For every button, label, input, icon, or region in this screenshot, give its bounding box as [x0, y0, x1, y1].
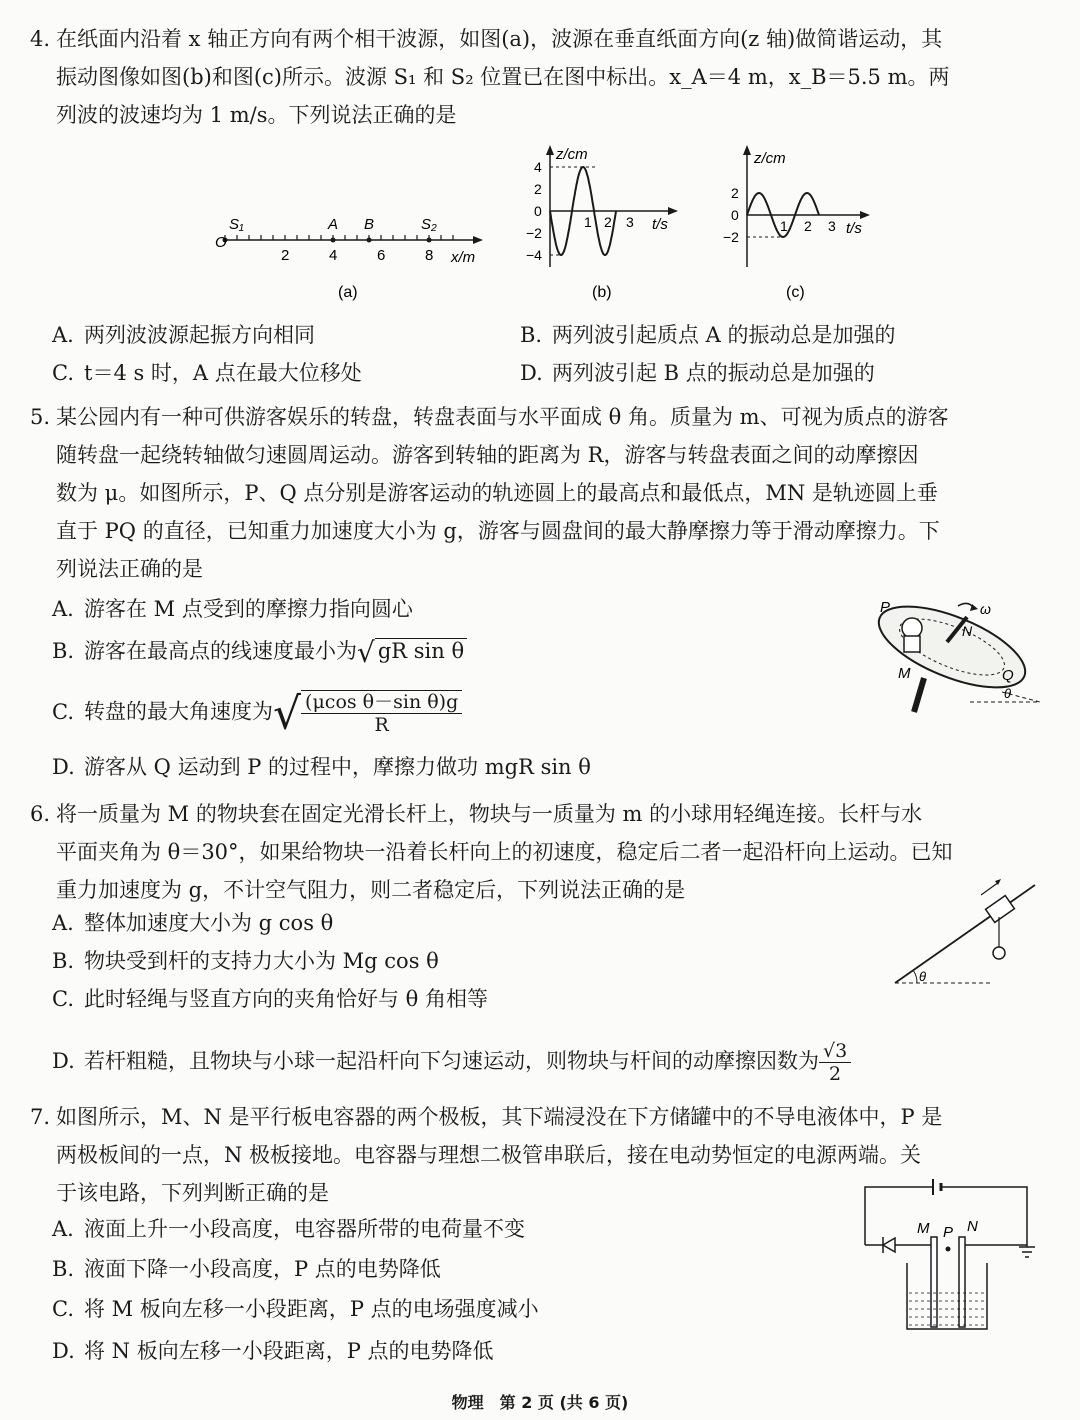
velocity-arrow [981, 882, 999, 895]
tick-label: 3 [626, 214, 634, 230]
question-6: 6. 将一质量为 M 的物块套在固定光滑长杆上，物块与一质量为 m 的小球用轻绳连接。长杆与水 平面夹角为 θ＝30°，如果给物块一沿着长杆向上的初速度，稳定后二者一起沿杆向上运动。已知 重力加速度为 g，不计空气阻力，则二者稳定后，下列说法正确的是 [30, 795, 1060, 909]
tick-label: 6 [377, 247, 386, 264]
question-stem-line: 振动图像如图(b)和图(c)所示。波源 S₁ 和 S₂ 位置已在图中标出。x_A＝4 m，x_B＝5.5 m。两 [56, 65, 950, 89]
option-a[interactable]: A. 两列波波源起振方向相同 [52, 323, 315, 347]
label-s1: S₁ [229, 216, 244, 233]
figure-caption: (b) [592, 284, 612, 301]
source-s2-dot [427, 238, 432, 243]
label-a: A [328, 216, 339, 233]
option-b[interactable]: B. 两列波引起质点 A 的振动总是加强的 [520, 323, 896, 347]
axis-label: x/m [451, 249, 476, 266]
question-5: 5. 某公园内有一种可供游客娱乐的转盘，转盘表面与水平面成 θ 角。质量为 m、可视为质点的游客 随转盘一起绕转轴做匀速圆周运动。游客到转轴的距离为 R，游客与转盘表面之间的动摩擦因 数为 μ。如图所示，P、Q 点分别是游客运动的轨迹圆上的最高点和最低点，MN 是轨迹圆上垂 直于 PQ 的直径，已知重力加速度大小为 g，游客与圆盘间的最大静摩擦力等于滑动摩擦力。下 列说法正确的是 [30, 398, 1060, 588]
label-theta: θ [1004, 686, 1012, 701]
option-d[interactable]: D. 游客从 Q 运动到 P 的过程中，摩擦力做功 mgR sin θ [52, 755, 591, 779]
sqrt-expression: gR sin θ [375, 638, 467, 663]
storage-tank [907, 1263, 987, 1329]
long-rod [895, 885, 1035, 983]
tick-label: 2 [281, 247, 290, 264]
point-p [946, 1247, 951, 1252]
tick-label: 0 [534, 203, 542, 219]
question-stem-line: 在纸面内沿着 x 轴正方向有两个相干波源，如图(a)，波源在垂直纸面方向(z 轴)做简谐运动，其 [56, 27, 943, 51]
option-b[interactable]: B. 液面下降一小段高度，P 点的电势降低 [52, 1257, 441, 1281]
tick-label: 2 [534, 181, 542, 197]
inclined-rod-figure [885, 865, 1045, 995]
question-stem-line: 列波的波速均为 1 m/s。下列说法正确的是 [56, 103, 457, 127]
tick-label: 4 [534, 159, 542, 175]
axis-label: t/s [652, 216, 668, 233]
tick-label: 2 [604, 214, 612, 230]
option-a[interactable]: A. 游客在 M 点受到的摩擦力指向圆心 [52, 597, 413, 621]
axis-label: t/s [846, 220, 862, 237]
diode-symbol [883, 1238, 895, 1252]
point-a-dot [331, 238, 336, 243]
label-b: B [364, 216, 375, 233]
label-p: P [943, 1224, 954, 1241]
tick-label: 2 [804, 218, 812, 234]
option-d[interactable]: D. 两列波引起 B 点的振动总是加强的 [520, 361, 875, 385]
option-c[interactable]: C. t＝4 s 时，A 点在最大位移处 [52, 361, 362, 385]
fraction-denominator: R [374, 714, 389, 736]
option-a[interactable]: A. 液面上升一小段高度，电容器所带的电荷量不变 [52, 1217, 525, 1241]
tick-label: 1 [780, 218, 788, 234]
tick-label: 0 [731, 207, 739, 223]
point-b-dot [367, 238, 372, 243]
option-c[interactable]: C. 转盘的最大角速度为√ $\frac{\text{(μcos θ－sin θ)g}}{R}$ [52, 690, 462, 736]
label-q: Q [1002, 667, 1014, 684]
turntable-figure [862, 592, 1042, 722]
label-omega: ω [980, 601, 991, 617]
label-origin: O [215, 234, 227, 251]
tick-label: 1 [584, 214, 592, 230]
small-ball [993, 947, 1005, 959]
turntable-shaft [914, 678, 924, 712]
label-n: N [967, 1218, 978, 1235]
figure-caption: (a) [338, 284, 358, 301]
figure-b-vibration-graph [520, 145, 690, 305]
plate-m [931, 1237, 937, 1327]
tick-label: −4 [526, 247, 542, 263]
tick-label: 4 [329, 247, 338, 264]
tick-label: −2 [723, 229, 739, 245]
fraction-numerator: √3 [819, 1040, 851, 1063]
tick-label: 3 [828, 218, 836, 234]
visitor-icon [902, 618, 922, 638]
question-7: 7. 如图所示，M、N 是平行板电容器的两个极板，其下端浸没在下方储罐中的不导电液体中，P 是 两极板间的一点，N 极板接地。电容器与理想二极管串联后，接在电动势恒定的电源两端。关 于该电路，下列判断正确的是 [30, 1098, 1060, 1212]
option-d[interactable]: D. 将 N 板向左移一小段距离，P 点的电势降低 [52, 1339, 494, 1363]
question-4 [30, 20, 1060, 134]
fraction-denominator: 2 [829, 1063, 842, 1085]
label-p: P [880, 599, 891, 616]
label-m: M [898, 665, 911, 682]
plate-n [959, 1237, 965, 1327]
fraction-numerator: (μcos θ－sin θ)g [301, 691, 462, 714]
tick-label: 8 [425, 247, 434, 264]
option-d[interactable]: D. 若杆粗糙，且物块与小球一起沿杆向下匀速运动，则物块与杆间的动摩擦因数为 $\frac{√3}{2}$ [52, 1040, 851, 1085]
label-m: M [917, 1220, 930, 1237]
axis-label: z/cm [556, 146, 588, 163]
option-b[interactable]: B. 物块受到杆的支持力大小为 Mg cos θ [52, 949, 439, 973]
question-number: 7. [30, 1105, 51, 1129]
label-s2: S₂ [421, 216, 437, 233]
option-a[interactable]: A. 整体加速度大小为 g cos θ [52, 911, 334, 935]
tick-label: −2 [526, 225, 542, 241]
figure-a-axis [215, 205, 485, 305]
question-number: 5. [30, 405, 51, 429]
label-theta: θ [919, 969, 927, 984]
page-footer: 物理 第 2 页 (共 6 页) [451, 1393, 629, 1412]
figure-c-vibration-graph [722, 145, 892, 305]
block [986, 896, 1015, 923]
question-number: 6. [30, 802, 51, 826]
option-b[interactable]: B. 游客在最高点的线速度最小为√ gR sin θ [52, 636, 467, 668]
option-c[interactable]: C. 此时轻绳与竖直方向的夹角恰好与 θ 角相等 [52, 987, 488, 1011]
question-number: 4. [30, 27, 51, 51]
label-n: N [962, 623, 973, 639]
capacitor-circuit-figure [855, 1175, 1045, 1335]
tick-label: 2 [731, 185, 739, 201]
figure-caption: (c) [786, 284, 805, 301]
axis-label: z/cm [754, 150, 786, 167]
option-c[interactable]: C. 将 M 板向左移一小段距离，P 点的电场强度减小 [52, 1297, 539, 1321]
